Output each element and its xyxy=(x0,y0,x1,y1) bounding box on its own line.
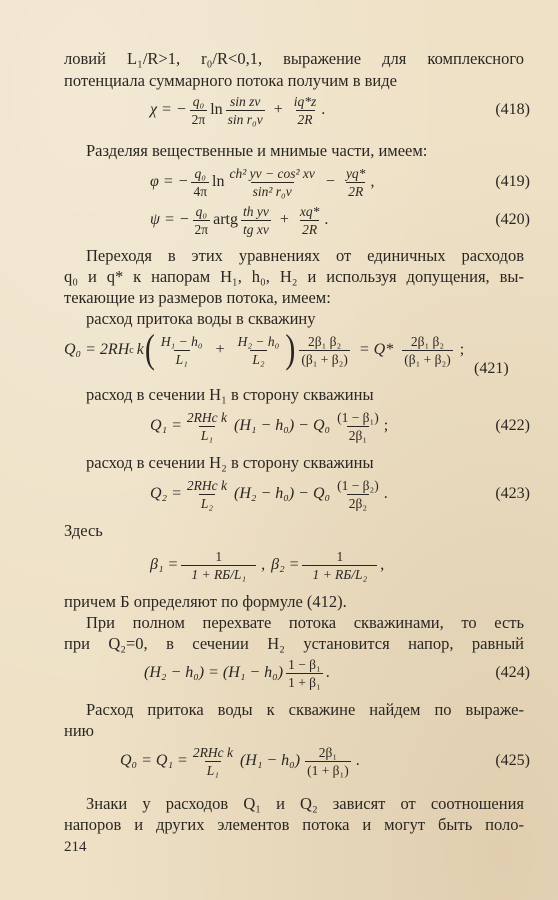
text-line: q₀ и q* к напорам H₁, h₀, H₂ и используя допущения, вы- xyxy=(64,267,524,286)
text-line: При полном перехвате потока скважинами, то есть xyxy=(86,613,524,632)
eq-lhs: β₁ = xyxy=(150,556,179,573)
eq-op: + xyxy=(215,341,225,358)
frac-num: q₀ xyxy=(192,93,205,109)
frac-num: 2RHc k xyxy=(192,744,233,760)
text-line: Разделяя вещественные и мнимые части, имеем: xyxy=(86,141,428,160)
eq-subscript: c xyxy=(129,344,134,356)
frac-den: (β₁ + β₂) xyxy=(404,351,451,367)
frac-den: 2R xyxy=(302,221,318,237)
equation-421 xyxy=(60,327,530,373)
frac-den: L₂ xyxy=(252,351,265,367)
frac-den: 1 + β₁ xyxy=(288,674,321,690)
text-line: расход притока воды в скважину xyxy=(86,309,316,328)
text-line: текающие из размеров потока, имеем: xyxy=(64,288,331,307)
page-number: 214 xyxy=(64,839,87,855)
frac-num: yq* xyxy=(345,165,366,181)
equation-number: (419) xyxy=(495,173,530,190)
text-line: при Q₂=0, в сечении H₂ установится напор, равный xyxy=(64,634,524,653)
equation-number: (420) xyxy=(495,211,530,228)
frac-num: 1 xyxy=(336,548,344,564)
eq-lhs: Q₁ = xyxy=(150,417,182,434)
text-line: Знаки у расходов Q₁ и Q₂ зависят от соотношения xyxy=(86,794,524,813)
frac-den: 2β₁ xyxy=(348,427,368,443)
eq-op: = Q* xyxy=(358,341,394,358)
frac-num: xq* xyxy=(299,203,320,219)
eq-lhs: Q₂ = xyxy=(150,485,182,502)
text-line: Здесь xyxy=(64,521,103,540)
eq-var: k xyxy=(136,341,144,358)
frac-num: 1 xyxy=(215,548,223,564)
frac-den: 2π xyxy=(194,221,209,237)
equation-beta xyxy=(60,543,530,587)
frac-num: ch² yν − cos² xν xyxy=(229,165,315,181)
frac-den: 2β₂ xyxy=(348,495,368,511)
frac-den: sin r₀ν xyxy=(227,111,263,127)
equation-number: (421) xyxy=(474,360,509,377)
equation-number: (423) xyxy=(495,485,530,502)
eq-func: ln xyxy=(212,173,225,190)
equation-424 xyxy=(60,651,530,695)
frac-den: 2π xyxy=(191,111,206,127)
frac-den: L₁ xyxy=(206,762,219,778)
frac-num: H₁ − h₀ xyxy=(160,333,203,349)
frac-num: 2β₁ β₂ xyxy=(410,333,445,349)
frac-num: (1 − β₁) xyxy=(337,409,379,425)
text-line: нию xyxy=(64,721,94,740)
text-line: потенциала суммарного потока получим в виде xyxy=(64,71,397,90)
eq-op: + xyxy=(279,211,289,228)
text-line: Переходя в этих уравнениях от единичных расходов xyxy=(86,246,524,265)
equation-number: (422) xyxy=(495,417,530,434)
eq-expr: (H₁ − h₀) − Q₀ xyxy=(234,417,331,434)
eq-func: artg xyxy=(213,211,238,228)
frac-den: 2R xyxy=(297,111,313,127)
eq-punct: . xyxy=(325,664,330,681)
eq-expr: (H₂ − h₀) − Q₀ xyxy=(234,485,331,502)
text-line: Расход притока воды к скважине найдем по выраже- xyxy=(86,700,524,719)
eq-lhs: ψ = − xyxy=(150,211,190,228)
frac-num: (1 − β₂) xyxy=(337,477,379,493)
equation-418 xyxy=(60,88,530,132)
eq-func: ln xyxy=(210,101,223,118)
eq-punct: ; xyxy=(383,417,389,434)
frac-den: 4π xyxy=(193,183,208,199)
frac-num: 2β₁ β₂ xyxy=(307,333,342,349)
paren-open: ( xyxy=(144,327,155,372)
eq-punct: ; xyxy=(459,341,465,358)
eq-punct: . xyxy=(324,211,329,228)
eq-punct: , xyxy=(261,556,266,573)
eq-punct: . xyxy=(383,485,388,502)
frac-num: 2RHc k xyxy=(186,477,228,493)
frac-num: 2β₁ xyxy=(318,744,338,760)
frac-den: (β₁ + β₂) xyxy=(301,351,348,367)
eq-punct: , xyxy=(380,556,385,573)
frac-den: 1 + RБ/L₁ xyxy=(181,565,256,582)
frac-den: sin² r₀ν xyxy=(252,183,292,199)
frac-den: (1 + β₁) xyxy=(307,762,349,778)
text-line: ловий L₁/R>1, r₀/R<0,1, выражение для комплексного xyxy=(64,49,524,68)
frac-den: 2R xyxy=(348,183,364,199)
paren-close: ) xyxy=(285,327,296,372)
eq-lhs: Q₀ = Q₁ = xyxy=(120,752,188,769)
frac-den: L₁ xyxy=(200,427,214,443)
eq-lhs: φ = − xyxy=(150,173,189,190)
text-line: напоров и других элементов потока и могут быть поло- xyxy=(64,815,524,834)
frac-num: 2RHc k xyxy=(186,409,228,425)
text-line: расход в сечении H₂ в сторону скважины xyxy=(86,453,374,472)
eq-punct: . xyxy=(321,101,326,118)
eq-lhs: Q₀ = 2RH xyxy=(64,341,130,358)
eq-lhs: χ = − xyxy=(150,101,187,118)
equation-number: (424) xyxy=(495,664,530,681)
equation-number: (425) xyxy=(495,752,530,769)
equation-425 xyxy=(60,739,530,783)
text-line: расход в сечении H₁ в сторону скважины xyxy=(86,385,374,404)
frac-den: 1 + RБ/L₂ xyxy=(302,565,377,582)
eq-lhs: β₂ = xyxy=(271,556,300,573)
frac-num: th yν xyxy=(242,203,269,219)
frac-den: L₁ xyxy=(175,351,188,367)
equation-423 xyxy=(60,472,530,516)
frac-num: 1 − β₁ xyxy=(288,656,321,672)
equation-422 xyxy=(60,404,530,448)
eq-punct: . xyxy=(355,752,360,769)
frac-num: q₀ xyxy=(194,165,206,181)
frac-num: sin zν xyxy=(230,93,261,109)
equation-number: (418) xyxy=(495,101,530,118)
frac-num: iq*z xyxy=(293,93,317,109)
frac-num: H₂ − h₀ xyxy=(237,333,280,349)
eq-expr: (H₁ − h₀) xyxy=(239,752,301,769)
text-line: причем Б определяют по формуле (412). xyxy=(64,592,347,611)
eq-op: + xyxy=(273,101,283,118)
frac-den: L₂ xyxy=(200,495,214,511)
equation-420 xyxy=(60,198,530,242)
eq-lhs: (H₂ − h₀) = (H₁ − h₀) xyxy=(144,664,284,681)
eq-punct: , xyxy=(370,173,375,190)
frac-num: q₀ xyxy=(195,203,208,219)
frac-den: tg xν xyxy=(242,221,269,237)
eq-op: − xyxy=(325,173,335,190)
